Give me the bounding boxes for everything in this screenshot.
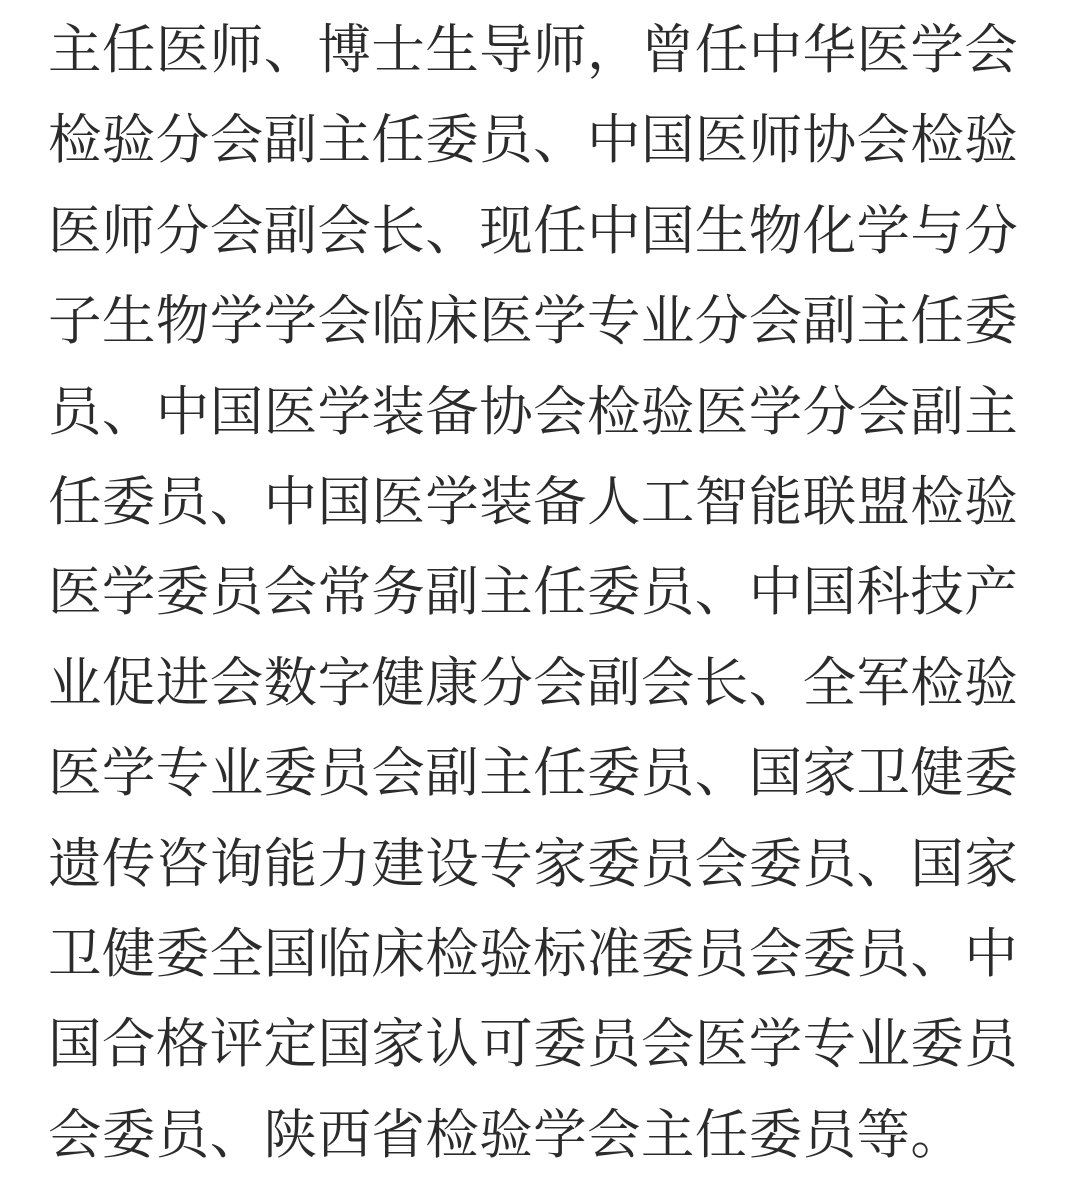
text-line: 医师分会副会长、现任中国生物化学与分	[48, 198, 1019, 262]
text-line: 会委员、陕西省检验学会主任委员等。	[48, 1102, 965, 1166]
text-line: 主任医师、博士生导师，曾任中华医学会	[48, 18, 1019, 81]
text-line: 子生物学学会临床医学专业分会副主任委	[48, 289, 1019, 353]
text-line: 国合格评定国家认可委员会医学专业委员	[48, 1012, 1019, 1076]
text-line: 遗传咨询能力建设专家委员会委员、国家	[48, 831, 1019, 895]
text-line: 医学专业委员会副主任委员、国家卫健委	[48, 741, 1019, 805]
text-line: 医学委员会常务副主任委员、中国科技产	[48, 560, 1019, 624]
bio-paragraph	[48, 5, 1038, 1180]
text-line: 任委员、中国医学装备人工智能联盟检验	[48, 469, 1019, 533]
text-line: 业促进会数字健康分会副会长、全军检验	[48, 650, 1019, 714]
text-line: 卫健委全国临床检验标准委员会委员、中	[48, 921, 1019, 985]
text-line: 检验分会副主任委员、中国医师协会检验	[48, 108, 1019, 172]
text-line: 员、中国医学装备协会检验医学分会副主	[48, 379, 1019, 443]
